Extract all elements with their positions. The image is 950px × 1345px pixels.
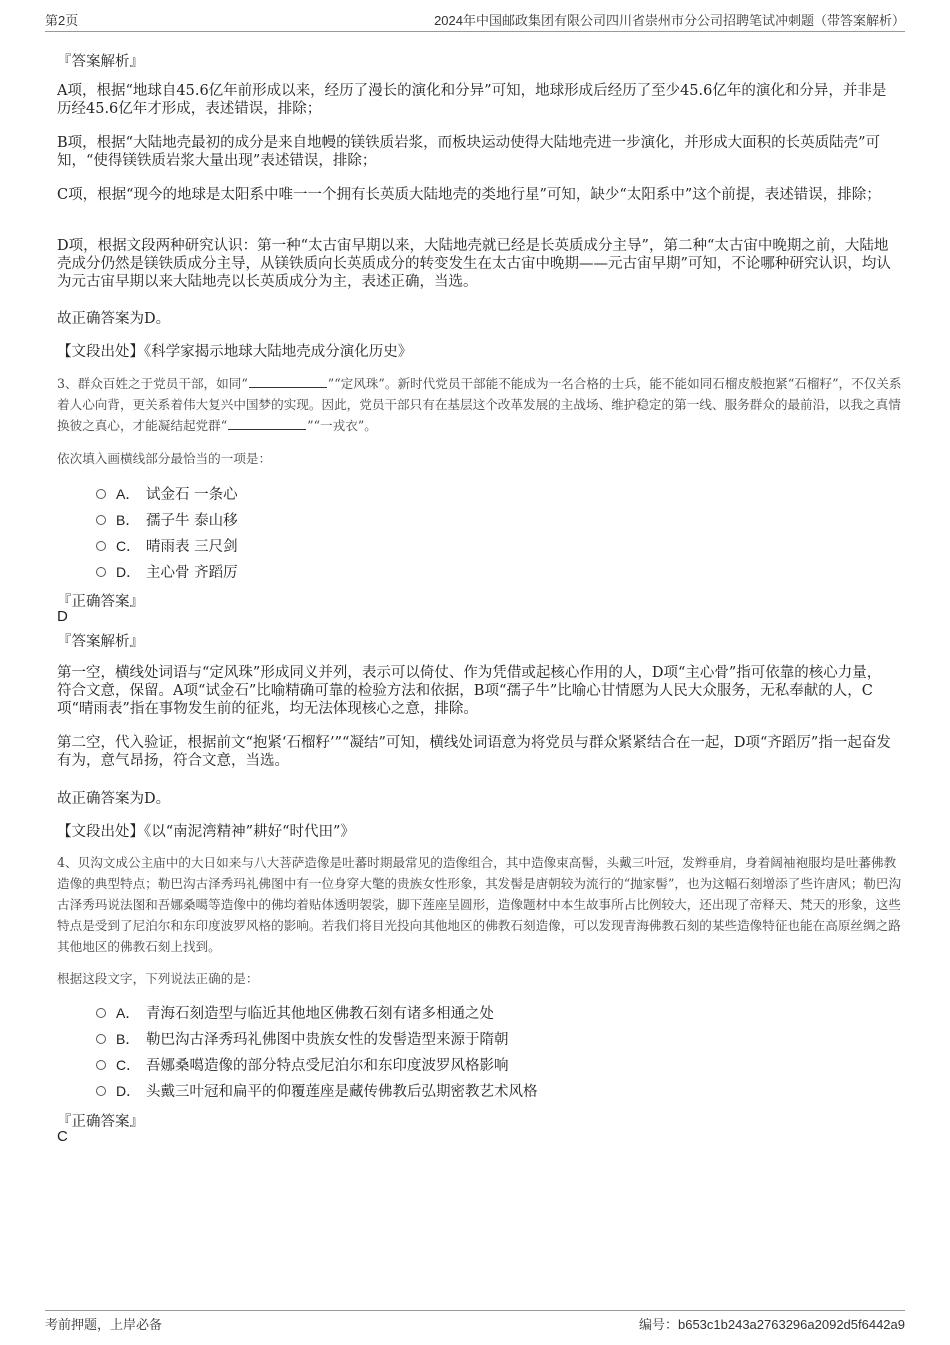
- radio-icon[interactable]: [96, 1034, 106, 1044]
- q3-analysis-1: 第一空，横线处词语与“定风珠”形成同义并列，表示可以倚仗、作为凭借或起核心作用的人，D项“主心骨”指可依靠的核心力量，符合文意，保留。A项“试金石”比喻精确可靠的检验方法和依据，B项“孺子牛”比喻心甘情愿为人民大众服务，无私奉献的人，C项“晴雨表”指在事物发生前的征兆，均无法体现核心之意，排除。: [57, 665, 882, 717]
- q4-answer: C: [57, 1128, 68, 1145]
- radio-icon[interactable]: [96, 1060, 106, 1070]
- page-number: 第2页: [45, 13, 79, 28]
- q2-analysis-a: A项，根据“地球自45.6亿年前形成以来，经历了漫长的演化和分异”可知，地球形成后经历了至少45.6亿年的演化和分异，并非是历经45.6亿年才形成，表述错误，排除；: [57, 83, 887, 117]
- q2-conclusion: 故正确答案为D。: [57, 311, 171, 327]
- footer-slogan: 考前押题，上岸必备: [45, 1317, 163, 1332]
- q4-option-a[interactable]: A． 青海石刻造型与临近其他地区佛教石刻有诸多相通之处: [96, 1003, 494, 1023]
- radio-icon[interactable]: [96, 567, 106, 577]
- q3-conclusion: 故正确答案为D。: [57, 791, 171, 807]
- radio-icon[interactable]: [96, 1086, 106, 1096]
- q3-correct-label: 『正确答案』: [57, 594, 144, 610]
- q2-analysis-label: 『答案解析』: [57, 54, 144, 70]
- q3-analysis-label: 『答案解析』: [57, 634, 144, 650]
- q4-stem: 4、贝沟文成公主庙中的大日如来与八大菩萨造像是吐蕃时期最常见的造像组合，其中造像束高髻，头戴三叶冠，发辫垂肩，身着阔袖袍服均是吐蕃佛教造像的典型特点；勒巴沟古泽秀玛礼佛图中有一位身穿大氅的贵族女性形象，其发髻是唐朝较为流行的“抛家髻”，也为这幅石刻增添了些许唐风；勒巴沟古泽秀玛说法图和吾娜桑噶等造像中的佛均着贴体透明袈裟，脚下莲座呈圆形，造像题材中本生故事所占比例较大，还出现了帝释天、梵天的形象，这些特点是受到了尼泊尔和东印度波罗风格的影响。若我们将目光投向其他地区的佛教石刻造像，可以发现青海佛教石刻的某些造像特征也能在高原丝绸之路其他地区的佛教石刻上找到。: [57, 855, 902, 954]
- q2-source-title: 《科学家揭示地球大陆地壳成分演化历史》: [144, 344, 413, 360]
- q3-source-title: 《以“南泥湾精神”耕好“时代田”》: [144, 824, 355, 840]
- radio-icon[interactable]: [96, 489, 106, 499]
- q3-source-label: 【文段出处】: [57, 824, 144, 840]
- q4-option-c[interactable]: C． 吾娜桑噶造像的部分特点受尼泊尔和东印度波罗风格影响: [96, 1055, 509, 1075]
- q3-instruction: 依次填入画横线部分最恰当的一项是：: [57, 451, 272, 466]
- q4-option-b[interactable]: B． 勒巴沟古泽秀玛礼佛图中贵族女性的发髻造型来源于隋朝: [96, 1029, 509, 1049]
- document-id: 编号：b653c1b243a2763296a2092d5f6442a9: [638, 1317, 905, 1332]
- q4-option-d[interactable]: D． 头戴三叶冠和扁平的仰覆莲座是藏传佛教后弘期密教艺术风格: [96, 1081, 538, 1101]
- q3-option-c[interactable]: C． 晴雨表 三尺剑: [96, 536, 238, 556]
- q4-correct-label: 『正确答案』: [57, 1114, 144, 1130]
- q3-option-b[interactable]: B． 孺子牛 泰山移: [96, 510, 238, 530]
- q3-stem-part2: ”“定风珠”。新时代党员干部能不能成为一名合格的士兵，能不能如同石榴皮般抱紧“石榴籽”，不仅关系着人心向背，更关系着伟大复兴中国梦的实现。因此，党员干部只有在基层这个改革发展的主战场、维护稳定的第一线、服务群众的最前沿，以我之真情换彼之真心，才能凝结起党群“: [57, 376, 902, 433]
- q2-source: [57, 340, 412, 361]
- q3-stem-part1: 3、群众百姓之于党员干部，如同“: [57, 376, 248, 391]
- q3-blank-2: [228, 418, 306, 430]
- radio-icon[interactable]: [96, 1008, 106, 1018]
- document-title: 2024年中国邮政集团有限公司四川省崇州市分公司招聘笔试冲刺题（带答案解析）: [434, 13, 905, 28]
- q3-option-d[interactable]: D． 主心骨 齐蹈厉: [96, 562, 238, 582]
- q3-option-a[interactable]: A． 试金石 一条心: [96, 484, 238, 504]
- q2-analysis-c: C项，根据“现今的地球是太阳系中唯一一个拥有长英质大陆地壳的类地行星”可知，缺少“太阳系中”这个前提，表述错误，排除；: [57, 187, 881, 203]
- q3-answer: D: [57, 608, 68, 625]
- q3-analysis-2: 第二空，代入验证，根据前文“抱紧‘石榴籽’”“凝结”可知，横线处词语意为将党员与群众紧紧结合在一起，D项“齐蹈厉”指一起奋发有为，意气昂扬，符合文意，当选。: [57, 735, 891, 769]
- q2-source-label: 【文段出处】: [57, 344, 144, 360]
- q2-analysis-d: D项，根据文段两种研究认识：第一种“太古宙早期以来，大陆地壳就已经是长英质成分主导”，第二种“太古宙中晚期之前，大陆地壳成分仍然是镁铁质成分主导，从镁铁质向长英质成分的转变发生在太古宙中晚期——元古宙早期”可知，不论哪种研究认识，均认为元古宙早期以来大陆地壳以长英质成分为主，表述正确，当选。: [57, 238, 891, 290]
- q3-stem-part3: ”“一戎衣”。: [307, 418, 377, 433]
- q2-analysis-b: B项，根据“大陆地壳最初的成分是来自地幔的镁铁质岩浆，而板块运动使得大陆地壳进一步演化，并形成大面积的长英质陆壳”可知，“使得镁铁质岩浆大量出现”表述错误，排除；: [57, 135, 880, 169]
- radio-icon[interactable]: [96, 541, 106, 551]
- radio-icon[interactable]: [96, 515, 106, 525]
- q3-blank-1: [249, 376, 327, 388]
- q3-source: [57, 820, 355, 841]
- header-divider: [45, 31, 905, 32]
- q3-stem: [57, 373, 902, 436]
- q4-instruction: 根据这段文字，下列说法正确的是：: [57, 971, 259, 986]
- footer-divider: [45, 1310, 905, 1311]
